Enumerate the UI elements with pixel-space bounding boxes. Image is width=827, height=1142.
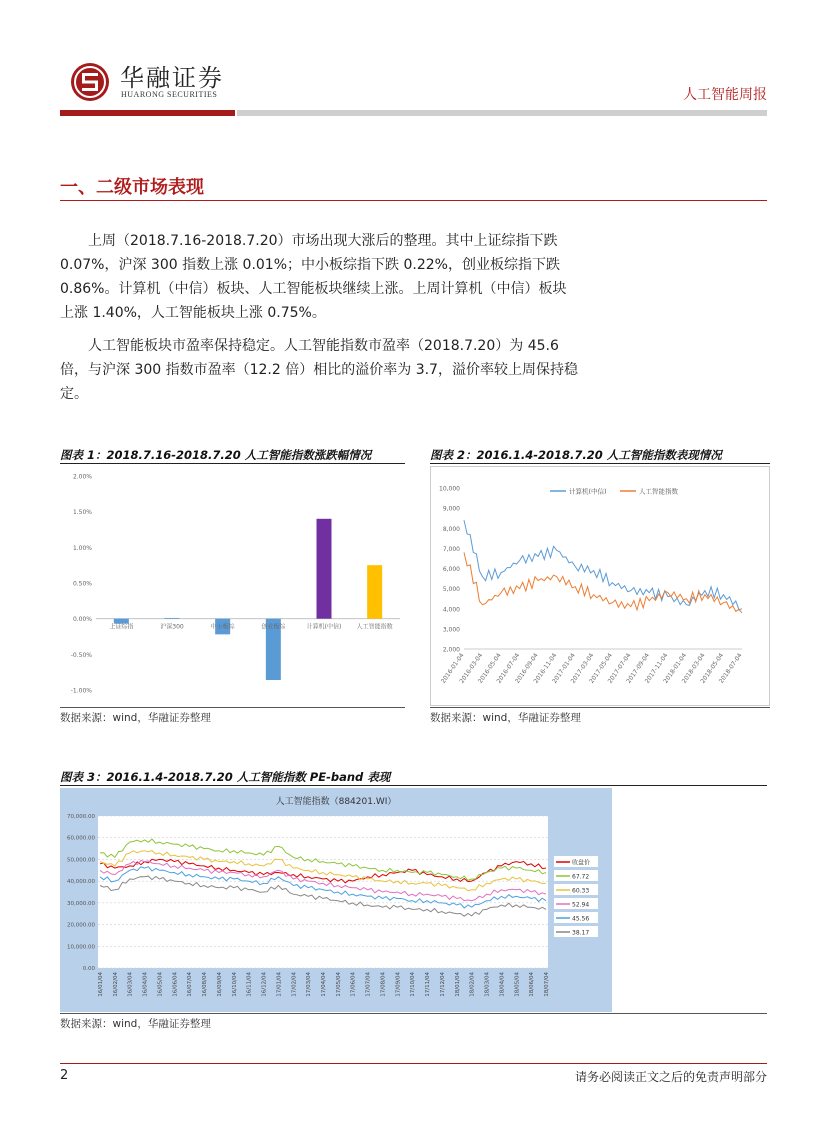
x-tick-label: 2016-11-04 [532,652,559,685]
x-tick-label: 17/09/04 [395,972,402,997]
y-tick-label: 1.00% [72,544,92,552]
figure-source: 数据来源：wind，华融证券整理 [60,712,211,724]
x-tick-label: 17/07/04 [365,972,372,997]
legend-label: 45.56 [572,915,590,923]
figure-caption: 图表 1：2018.7.16-2018.7.20 人工智能指数涨跌幅情况 [60,448,372,462]
x-tick-label: 2018-07-04 [717,652,744,685]
x-tick-label: 2017-09-04 [625,652,651,685]
x-tick-label: 17/03/04 [306,972,313,997]
x-tick-label: 2018-03-04 [680,652,707,685]
x-tick-label: 18/01/04 [454,972,461,997]
section-title: 一、二级市场表现 [60,177,204,198]
bar [165,618,180,619]
y-tick-label: 8,000 [442,525,460,533]
y-tick-label: 10,000.00 [67,944,95,951]
x-tick-label: 16/04/04 [142,972,149,997]
legend-label: 38.17 [572,929,590,937]
paragraph: 上周（2018.7.16-2018.7.20）市场出现大涨后的整理。其中上证综指下跌0.07%，沪深 300 指数上涨 0.01%；中小板综指下跌 0.22%，创业板综指下跌 0.86%。计算机（中信）板块、人工智能板块继续上涨。上周计算机（中信）板块上涨 1.40%，人工智能板块上涨 0.75%。 [60,233,567,321]
report-name: 人工智能周报 [683,87,767,103]
x-tick-label: 17/01/04 [276,972,283,997]
legend-label: 计算机(中信) [569,487,607,496]
x-tick-label: 17/11/04 [425,972,432,997]
x-tick-label: 2017-11-04 [643,652,670,685]
figure-source: 数据来源：wind，华融证券整理 [430,712,581,724]
y-tick-label: 40,000.00 [67,879,95,886]
x-tick-label: 16/05/04 [157,972,164,997]
chart-index-change [60,466,405,706]
caption-rule [60,463,405,464]
figure-caption: 图表 2：2016.1.4-2018.7.20 人工智能指数表现情况 [430,448,722,462]
y-tick-label: 0.00 [82,966,95,972]
y-tick-label: 7,000 [442,545,460,553]
x-tick-label: 17/08/04 [380,972,387,997]
legend-label: 60.33 [572,887,590,895]
legend-label: 人工智能指数 [639,487,678,496]
x-tick-label: 2017-01-04 [551,652,577,685]
y-tick-label: 2,000 [442,646,460,654]
brand-name-cn: 华融证券 [120,64,224,92]
legend-label: 67.72 [572,873,590,881]
x-tick-label: 17/10/04 [410,972,417,997]
x-tick-label: 2018-05-04 [699,652,726,685]
chart-pe-band [60,788,612,1012]
y-tick-label: 70,000.00 [67,814,95,820]
y-tick-label: -0.50% [70,651,92,659]
y-tick-label: 9,000 [442,505,460,513]
header-bar-grey [237,110,767,116]
x-tick-label: 16/02/04 [112,972,119,997]
x-tick-label: 17/06/04 [350,972,357,997]
x-tick-label: 16/10/04 [231,972,238,997]
x-tick-label: 16/07/04 [187,972,194,997]
page-number: 2 [60,1068,69,1083]
x-tick-label: 2016-01-04 [439,652,466,685]
y-tick-label: 5,000 [442,586,460,594]
x-tick-label: 2017-07-04 [606,652,633,685]
x-tick-label: 17/02/04 [291,972,298,997]
x-tick-label: 沪深300 [160,623,184,631]
x-tick-label: 16/11/04 [246,972,253,997]
x-tick-label: 18/05/04 [514,972,521,997]
bar [317,519,332,619]
chart-index-performance [430,466,770,706]
x-tick-label: 18/02/04 [469,972,476,997]
caption-rule [430,463,770,464]
source-rule [60,1013,767,1014]
x-tick-label: 17/04/04 [321,972,327,997]
y-tick-label: 0.50% [72,580,92,588]
y-tick-label: 0.00% [72,616,92,624]
y-tick-label: 3,000 [442,626,460,634]
x-tick-label: 计算机(中信) [306,623,342,631]
x-tick-label: 上证综指 [109,623,134,631]
source-rule [430,707,770,708]
y-tick-label: 2.00% [72,473,92,481]
paragraph: 人工智能板块市盈率保持稳定。人工智能指数市盈率（2018.7.20）为 45.6倍，与沪深 300 指数市盈率（12.2 倍）相比的溢价率为 3.7，溢价率较上周保持稳定。 [60,338,578,402]
y-tick-label: 4,000 [442,606,460,614]
plot-area [98,816,548,968]
figure-caption: 图表 3：2016.1.4-2018.7.20 人工智能指数 PE-band 表现 [60,770,391,784]
x-tick-label: 18/06/04 [529,972,536,997]
huarong-logo-icon [70,62,110,102]
source-rule [60,707,405,708]
x-tick-label: 2016-07-04 [495,652,522,685]
x-tick-label: 2018-01-04 [662,652,689,685]
x-tick-label: 16/06/04 [172,972,179,997]
section-divider [60,200,767,201]
x-tick-label: 18/04/04 [499,972,506,997]
x-tick-label: 人工智能指数 [356,623,393,631]
brand-name-en: HUARONG SECURITIES [121,90,218,99]
y-tick-label: -1.00% [70,687,92,695]
disclaimer: 请务必阅读正文之后的免责声明部分 [574,1070,767,1084]
x-tick-label: 17/12/04 [439,972,446,997]
legend-label: 52.94 [572,901,590,909]
y-tick-label: 30,000.00 [67,900,95,907]
y-tick-label: 50,000.00 [67,857,95,864]
caption-rule [60,785,767,786]
x-tick-label: 16/09/04 [216,972,223,997]
y-tick-label: 20,000.00 [67,922,95,929]
x-tick-label: 2016-03-04 [458,652,485,685]
chart-title: 人工智能指数（884201.WI） [275,797,397,807]
x-tick-label: 18/03/04 [484,972,491,997]
x-tick-label: 16/08/04 [202,972,209,997]
x-tick-label: 16/12/04 [261,972,268,997]
y-tick-label: 6,000 [442,566,460,573]
x-tick-label: 17/05/04 [335,972,342,997]
x-tick-label: 中小板综 [210,623,235,631]
x-tick-label: 2017-03-04 [569,652,596,685]
x-tick-label: 2016-05-04 [476,652,503,685]
header-bar-red [60,110,235,116]
bar [367,565,382,618]
x-tick-label: 16/01/04 [98,972,104,997]
x-tick-label: 创业板综 [261,623,286,631]
y-tick-label: 10,000 [439,485,460,493]
x-tick-label: 2017-05-04 [588,652,614,685]
x-tick-label: 16/03/04 [127,972,134,997]
y-tick-label: 1.50% [72,509,92,517]
x-tick-label: 2016-09-04 [514,652,540,685]
legend-label: 收盘价 [572,859,591,867]
x-tick-label: 18/07/04 [544,972,550,997]
figure-source: 数据来源：wind，华融证券整理 [60,1018,211,1030]
y-tick-label: 60,000.00 [67,835,95,842]
footer-rule [60,1063,767,1064]
